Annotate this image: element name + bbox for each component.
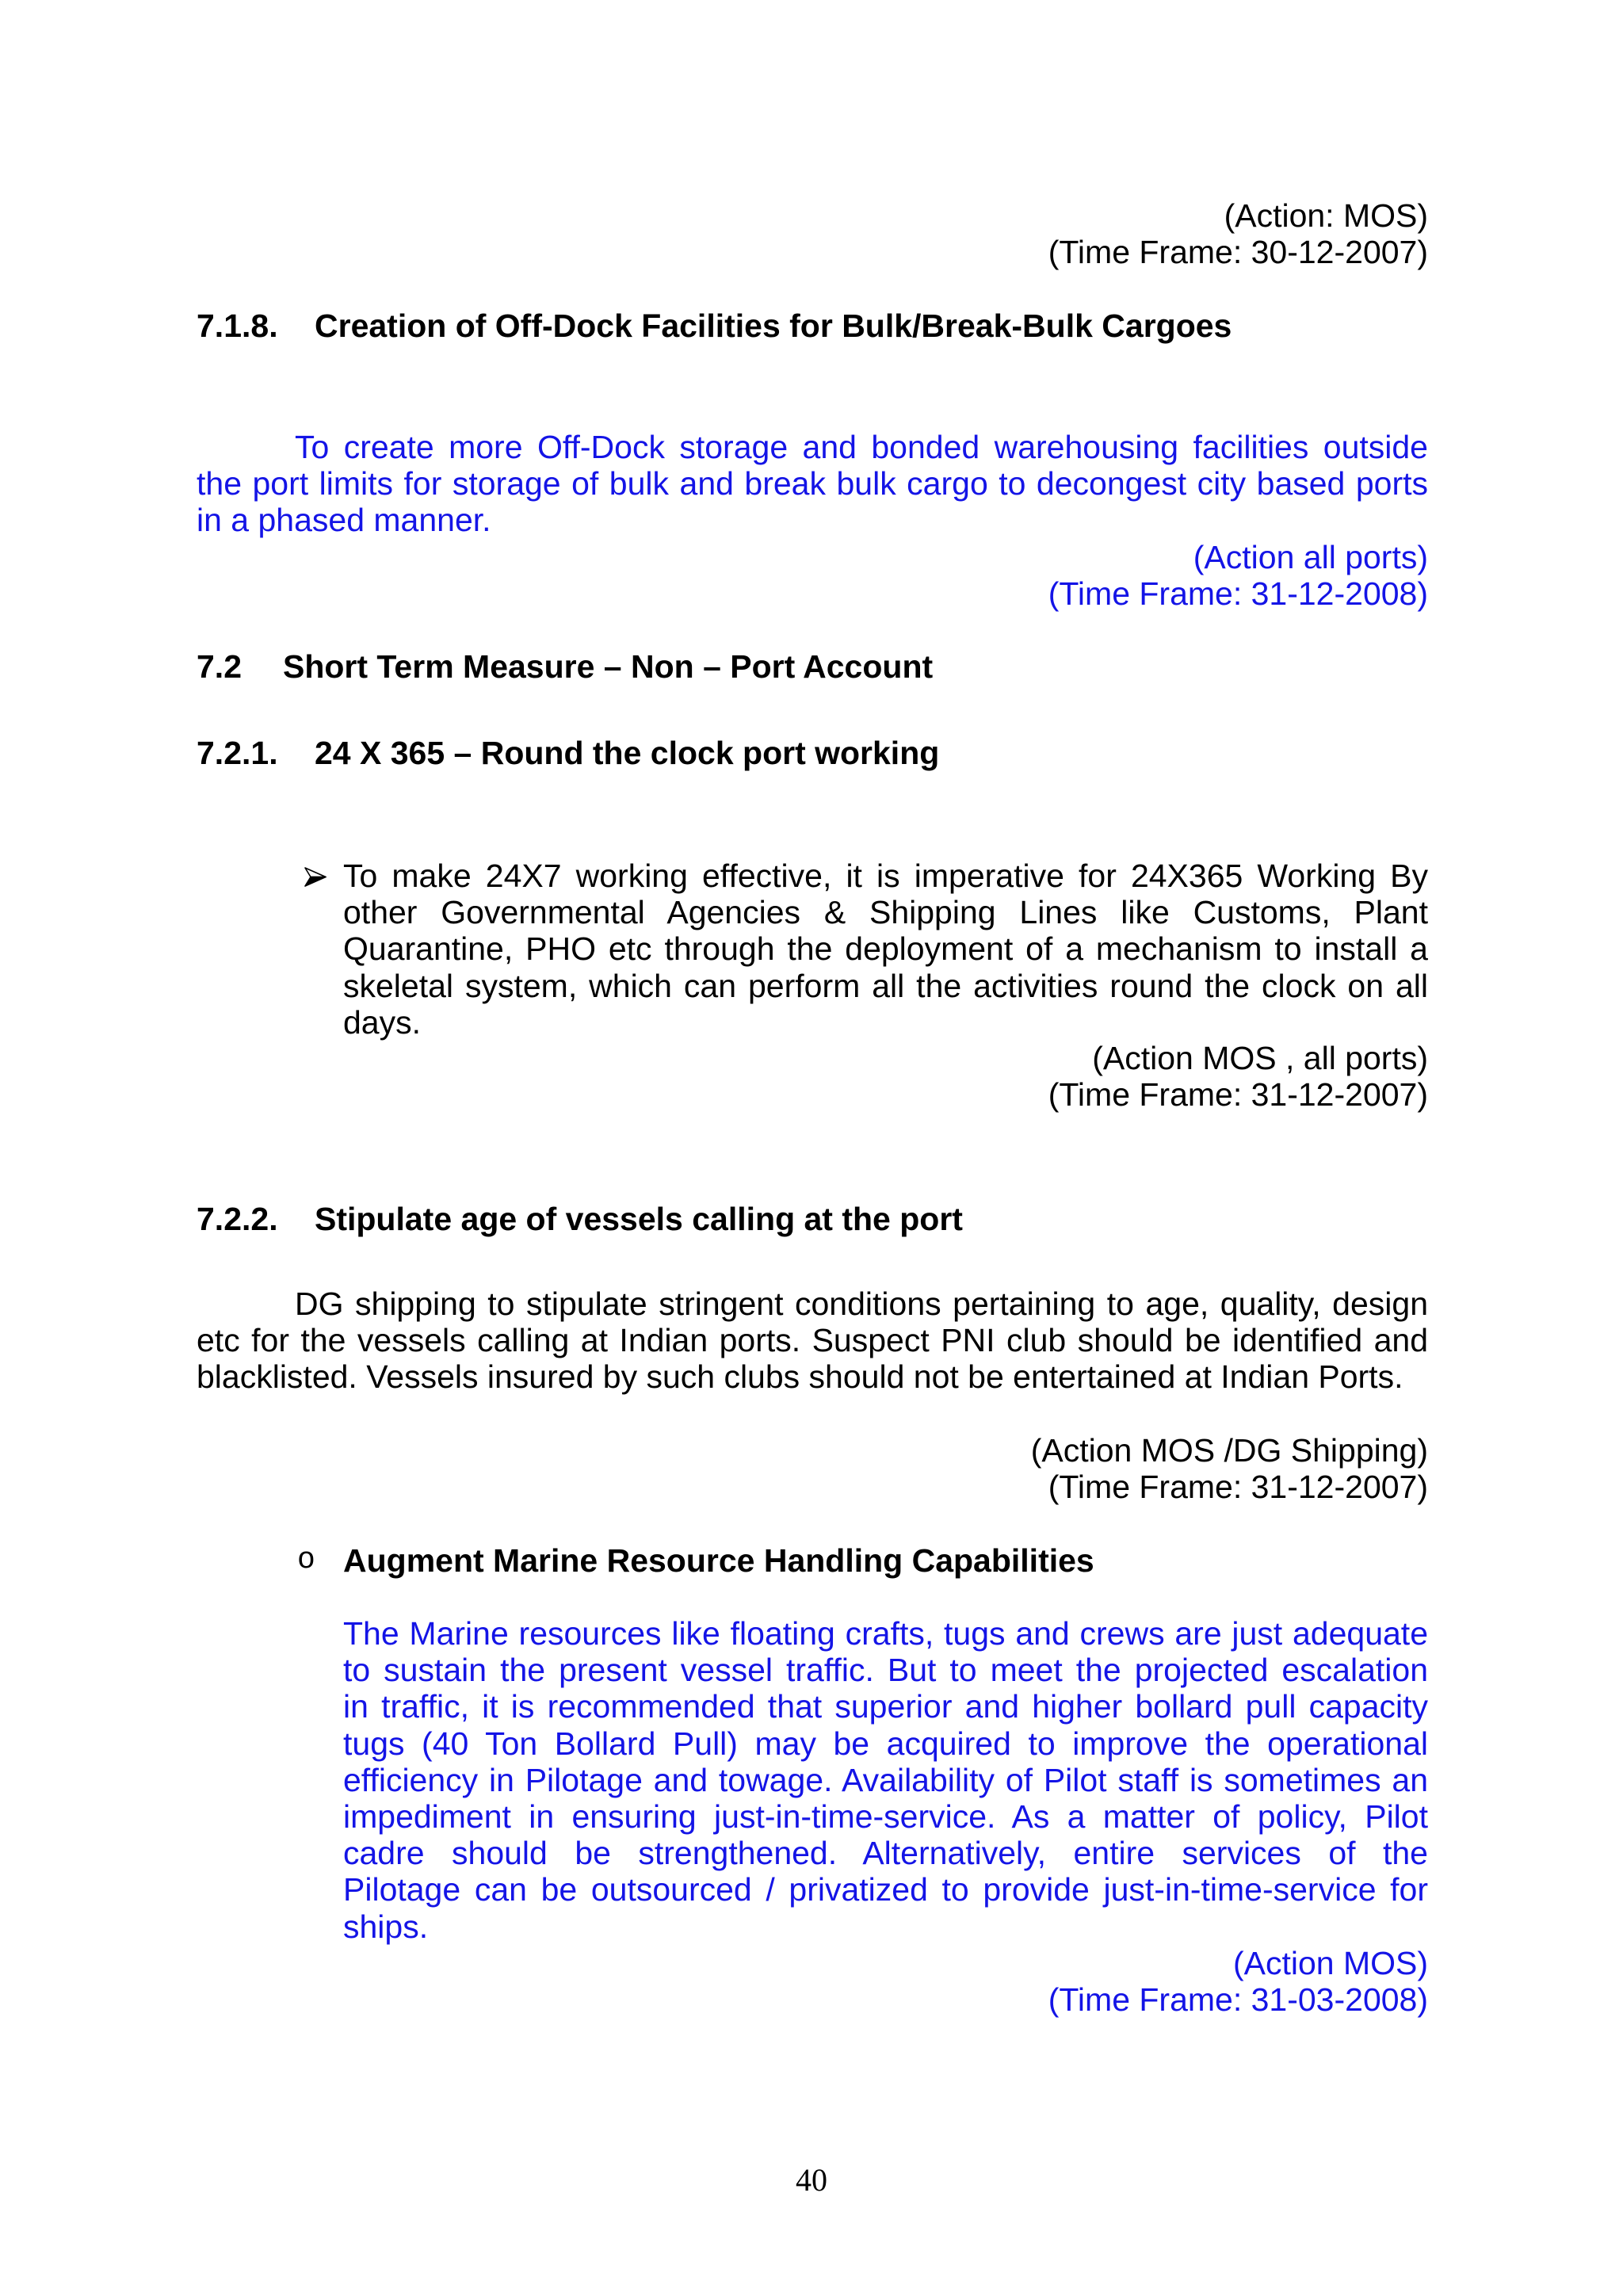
body-line: impediment in ensuring just-in-time-service. As a matter of policy, Pilot	[343, 1797, 1428, 1835]
body-line: skeletal system, which can perform all the activities round the clock on all	[343, 967, 1428, 1004]
section-title: Stipulate age of vessels calling at the port	[315, 1201, 963, 1237]
action-block-7-2-1	[197, 1040, 1428, 1113]
subsection-title: Augment Marine Resource Handling Capabilities	[343, 1542, 1094, 1579]
body-line: blacklisted. Vessels insured by such clubs should not be entertained at Indian Ports.	[197, 1358, 1403, 1396]
body-line: To make 24X7 working effective, it is imperative for 24X365 Working By	[343, 858, 1428, 894]
body-line: in traffic, it is recommended that superior and higher bollard pull capacity	[343, 1688, 1428, 1725]
time-frame-label: (Time Frame: 31-12-2007)	[1048, 1469, 1428, 1506]
body-line: etc for the vessels calling at Indian ports. Suspect PNI club should be identified and	[197, 1322, 1428, 1359]
action-label: (Action MOS)	[1232, 1945, 1428, 1981]
section-number: 7.2	[197, 648, 242, 685]
page-number: 40	[796, 2162, 827, 2198]
body-line: DG shipping to stipulate stringent conditions pertaining to age, quality, design	[295, 1286, 1428, 1322]
body-line: cadre should be strengthened. Alternatively, entire services of the	[343, 1835, 1428, 1872]
action-label: (Action: MOS)	[1224, 197, 1428, 234]
section-number: 7.1.8.	[197, 308, 278, 344]
body-line: the port limits for storage of bulk and break bulk cargo to decongest city based ports	[197, 465, 1428, 502]
section-title: Short Term Measure – Non – Port Account	[283, 648, 934, 685]
body-line: To create more Off-Dock storage and bonded warehousing facilities outside	[295, 429, 1428, 465]
section-heading-7-2	[197, 648, 1428, 685]
body-line: in a phased manner.	[197, 502, 491, 539]
time-frame-label: (Time Frame: 31-03-2008)	[1048, 1981, 1428, 2019]
section-heading-7-2-1	[197, 735, 1428, 771]
section-title: Creation of Off-Dock Facilities for Bulk/Break-Bulk Cargoes	[315, 308, 1232, 344]
circle-bullet: o	[297, 1543, 315, 1577]
bullet-paragraph-7-2-1	[343, 858, 1428, 1041]
section-title: 24 X 365 – Round the clock port working	[315, 735, 940, 771]
body-line: Pilotage can be outsourced / privatized to provide just-in-time-service for	[343, 1871, 1428, 1908]
body-line: tugs (40 Ton Bollard Pull) may be acquired to improve the operational	[343, 1725, 1428, 1762]
section-heading-7-2-2	[197, 1201, 1428, 1237]
section-heading-7-1-8	[197, 308, 1428, 344]
body-line: The Marine resources like floating crafts, tugs and crews are just adequate	[343, 1615, 1428, 1652]
section-number: 7.2.1.	[197, 735, 278, 771]
section-body-7-1-8	[197, 429, 1428, 612]
action-block-subsection	[197, 1945, 1428, 2018]
body-line: other Governmental Agencies & Shipping Lines like Customs, Plant	[343, 894, 1428, 931]
subsection-body	[343, 1615, 1428, 1945]
body-line: efficiency in Pilotage and towage. Availability of Pilot staff is sometimes an	[343, 1761, 1428, 1798]
action-block-previous-item	[197, 197, 1428, 270]
action-label: (Action MOS , all ports)	[1092, 1040, 1428, 1076]
time-frame-label: (Time Frame: 31-12-2007)	[1048, 1076, 1428, 1114]
time-frame-label: (Time Frame: 31-12-2008)	[1048, 575, 1428, 612]
body-line: days.	[343, 1003, 421, 1041]
action-block-7-2-2	[197, 1432, 1428, 1505]
arrowhead-bullet-icon	[304, 867, 327, 887]
time-frame-label: (Time Frame: 30-12-2007)	[1048, 234, 1428, 271]
action-label: (Action all ports)	[1193, 538, 1428, 575]
body-line: ships.	[343, 1908, 429, 1945]
section-number: 7.2.2.	[197, 1201, 278, 1237]
subsection-heading	[343, 1542, 1428, 1579]
body-line: to sustain the present vessel traffic. But to meet the projected escalation	[343, 1652, 1428, 1689]
section-body-7-2-2	[197, 1286, 1428, 1396]
body-line: Quarantine, PHO etc through the deployment of a mechanism to install a	[343, 930, 1428, 968]
action-label: (Action MOS /DG Shipping)	[1030, 1432, 1428, 1469]
